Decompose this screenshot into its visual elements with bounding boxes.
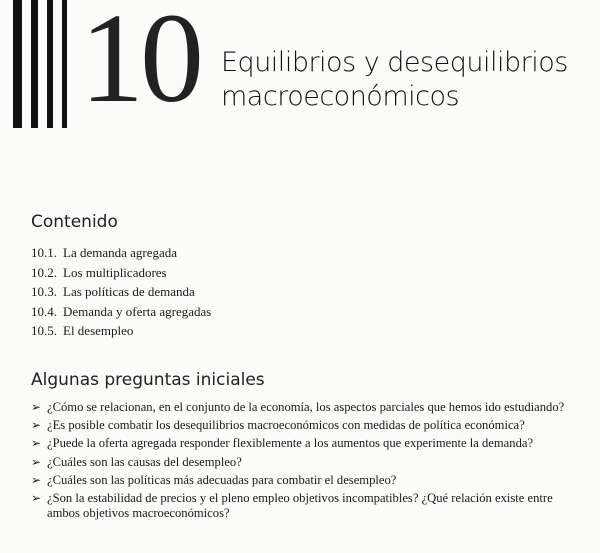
questions-heading: Algunas preguntas iniciales bbox=[31, 370, 265, 390]
question-text: ¿Cómo se relacionan, en el conjunto de la economía, los aspectos parciales que hemos ido estudiando? bbox=[47, 400, 565, 414]
decorative-bar bbox=[31, 0, 38, 128]
contents-item bbox=[31, 302, 211, 322]
question-text: ¿Es posible combatir los desequilibrios macroeconómicos con medidas de política económica? bbox=[47, 418, 525, 433]
arrow-bullet-icon: ➢ bbox=[31, 454, 42, 469]
question-text: ¿Cuáles son las políticas más adecuadas para combatir el desempleo? bbox=[47, 472, 397, 487]
contents-heading: Contenido bbox=[31, 212, 118, 232]
questions-list bbox=[31, 400, 576, 524]
contents-item-label: La demanda agregada bbox=[63, 245, 178, 260]
chapter-title-line: Equilibrios y desequilibrios bbox=[221, 47, 568, 78]
contents-item-number: 10.5. bbox=[31, 323, 57, 338]
arrow-bullet-icon: ➢ bbox=[31, 418, 42, 433]
question-item bbox=[31, 436, 576, 451]
decorative-bar bbox=[62, 0, 67, 128]
chapter-title-line: macroeconómicos bbox=[221, 81, 460, 112]
arrow-bullet-icon: ➢ bbox=[31, 436, 42, 451]
arrow-bullet-icon: ➢ bbox=[31, 400, 42, 414]
question-item bbox=[31, 400, 576, 415]
question-item bbox=[31, 418, 576, 433]
question-item bbox=[31, 455, 576, 470]
chapter-title bbox=[221, 46, 596, 114]
chapter-number: 10 bbox=[80, 0, 200, 129]
question-text: ¿Son la estabilidad de precios y el pleno empleo objetivos incompatibles? ¿Qué relación existe entre ambos objetivos macroeconómicos? bbox=[47, 490, 553, 520]
contents-item bbox=[31, 321, 211, 341]
contents-item-number: 10.3. bbox=[31, 284, 57, 299]
question-item bbox=[31, 473, 576, 488]
contents-item bbox=[31, 263, 211, 283]
arrow-bullet-icon: ➢ bbox=[31, 472, 42, 487]
contents-item-label: Demanda y oferta agregadas bbox=[63, 303, 212, 319]
contents-item-label: Los multiplicadores bbox=[63, 264, 167, 280]
contents-item bbox=[31, 243, 211, 263]
arrow-bullet-icon: ➢ bbox=[31, 490, 42, 505]
contents-item-number: 10.2. bbox=[31, 264, 57, 280]
contents-item-number: 10.4. bbox=[31, 303, 57, 319]
contents-item-number: 10.1. bbox=[31, 245, 57, 260]
decorative-bar bbox=[13, 0, 22, 128]
decorative-bars bbox=[0, 0, 80, 128]
question-text: ¿Puede la oferta agregada responder flexiblemente a los aumentos que experimente la demanda? bbox=[47, 436, 534, 451]
contents-list bbox=[31, 243, 211, 341]
decorative-bar bbox=[47, 0, 53, 128]
contents-item-label: Las políticas de demanda bbox=[63, 284, 195, 299]
contents-item-label: El desempleo bbox=[63, 323, 134, 338]
contents-item bbox=[31, 282, 211, 302]
question-text: ¿Cuáles son las causas del desempleo? bbox=[47, 454, 242, 469]
question-item bbox=[31, 491, 576, 521]
